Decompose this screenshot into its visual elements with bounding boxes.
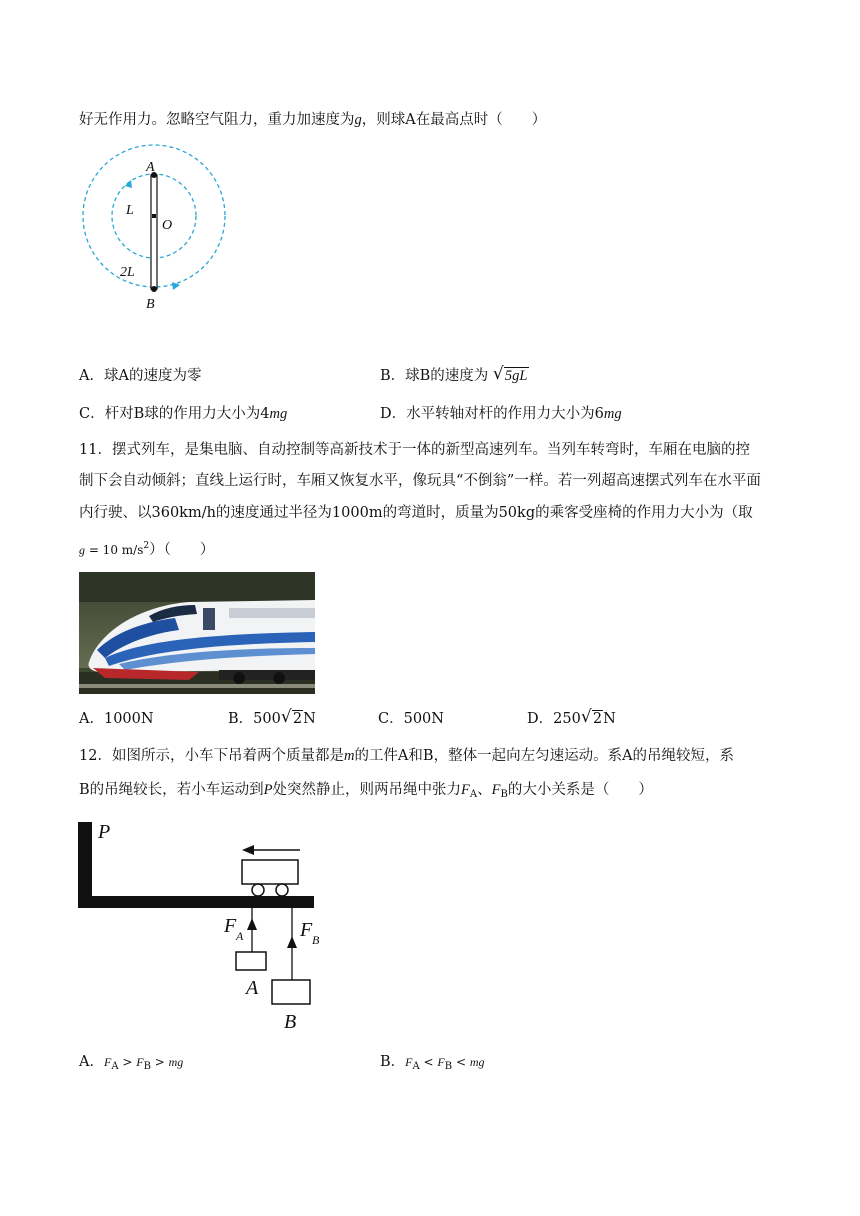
label-P: P [98,821,111,843]
cart-body [242,860,298,884]
label-FA: F [224,915,237,937]
label-A: A [246,977,259,999]
track [78,896,314,908]
force-arrow-B [287,936,297,948]
pivot-mark [152,214,156,218]
q10-option-A: A．球A的速度为零 [79,368,202,384]
q11-line-4: g = 10 $m/s^2$）（ ） [79,541,215,558]
ball-B [151,286,157,292]
rod [151,175,157,289]
label-FB-sub: B [312,933,320,947]
label-2L: 2L [120,265,135,280]
block-A [236,952,266,970]
q12-option-B: B．$F_A < F_B$ < mg [380,1054,485,1072]
block-B [272,980,310,1004]
cart-wheel-left [252,884,264,896]
cart-hanging-figure [76,818,320,1034]
q10-stem-tail: 好无作用力。忽略空气阻力，重力加速度为g，则球A在最高点时（ ） [79,112,547,128]
inner-arrow [125,180,132,188]
label-FA-sub: A [236,929,244,943]
q11-option-D: D．250 √ 2N [527,707,616,727]
q11-line-1: 11．摆式列车，是集电脑、自动控制等高新技术于一体的新型高速列车。当列车转弯时，车厢在电脑的控 [79,442,750,458]
q11-option-C: C．500N [378,711,444,727]
q10-option-D: D．水平转轴对杆的作用力大小为6mg [380,406,622,422]
label-FB: F [300,919,313,941]
rotating-rod-figure [80,142,232,314]
label-B: B [146,297,155,312]
motion-arrow-head [242,845,254,855]
label-O: O [162,218,173,233]
cart-wheel-right [276,884,288,896]
q11-option-A: A．1000N [79,711,154,727]
label-L: L [126,203,134,218]
q12-option-A: A．$F_A > F_B$ > mg [79,1054,184,1072]
q11-line-3: 内行驶、以360km/h的速度通过半径为1000m的弯道时，质量为50kg的乘客受座椅的作用力大小为（取 [79,505,753,521]
q11-line-2: 制下会自动倾斜；直线上运行时，车厢又恢复水平，像玩具“不倒翁”一样。若一列超高速摆式列车在水平面 [79,473,761,489]
label-B: B [284,1011,297,1033]
q10-option-C: C．杆对B球的作用力大小为4mg [79,406,288,422]
q11-option-B: B．500 √ 2N [228,707,316,727]
tilting-train-photo [79,572,315,694]
force-arrow-A [247,918,257,930]
wall [78,822,92,906]
q12-line-1: 12．如图所示，小车下吊着两个质量都是m的工件A和B，整体一起向左匀速运动。系A的吊绳较短，系 [79,748,735,764]
label-A: A [146,160,155,175]
q12-line-2: B的吊绳较长，若小车运动到P处突然静止，则两吊绳中张力$F_A$、$F_B$的大小关系是（ ） [79,782,653,800]
q10-option-B: B．球B的速度为 √ 5gL [380,364,528,384]
